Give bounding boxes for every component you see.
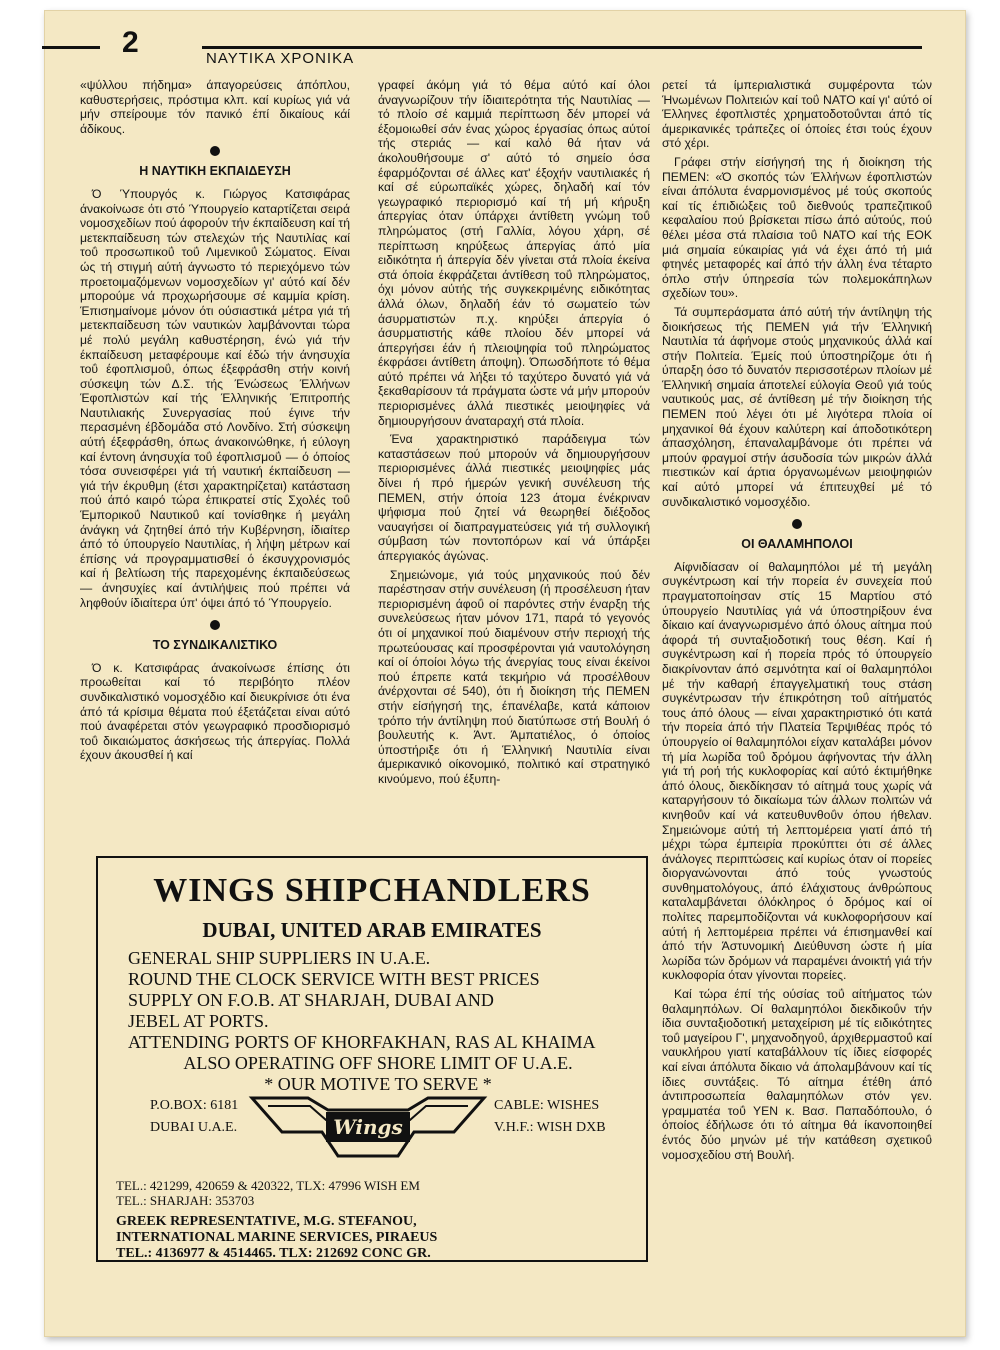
paragraph: Γράφει στήν είσήγησή της ή διοίκηση τής ΠΕΜΕΝ: «Ό σκοπός τών Έλλήνων έφοπλιστών είναι άπόλυτα έναρμονισμένος μέ τούς σκοπούς καί τίς έπιδιώξεις τοΰ διεθνούς τραπεζιτικοΰ κεφαλαίου πού βρίσκεται πίσω άπό αύτούς, πού θέλει μέσα στά πλαίσια τοΰ ΝΑΤΟ καί τής ΕΟΚ μιά σημαία εύκαιρίας γιά νά έχει άπό τή μιά φτηνές μεταφορές καί άπό τήν άλλη ένα τέταρτο όπλο στήν ύπηρεσία τών πολεμοκάπηλων σχεδίων του».	[662, 154, 932, 301]
ad-rep-line: GREEK REPRESENTATIVE, M.G. STEFANOU,	[116, 1214, 417, 1229]
ad-cable: CABLE: WISHES	[494, 1098, 600, 1113]
ad-rep-line: INTERNATIONAL MARINE SERVICES, PIRAEUS	[116, 1230, 438, 1245]
section-title-stewards: ΟΙ ΘΑΛΑΜΗΠΟΛΟΙ	[741, 537, 853, 552]
ad-line: ALSO OPERATING OFF SHORE LIMIT OF U.A.E.	[183, 1053, 573, 1073]
bullet-dot-icon	[210, 620, 220, 630]
publication-title: ΝΑΥΤΙΚΑ ΧΡΟΝΙΚΑ	[206, 50, 355, 67]
wings-logo-icon	[248, 1080, 488, 1170]
page-number: 2	[122, 26, 139, 59]
ad-line: SUPPLY ON F.O.B. AT SHARJAH, DUBAI AND	[128, 990, 494, 1010]
ad-pobox: P.O.BOX: 6181	[150, 1098, 239, 1113]
ad-tel-dubai: TEL.: 421299, 420659 & 420322, TLX: 47996 WISH EM	[116, 1178, 420, 1193]
paragraph: γραφεί άκόμη γιά τό θέμα αύτό καί όλοι άναγνωρίζουν τήν ίδιαιτερότητα τής Ναυτιλίας — τό πλοίο σέ καμμιά περίπτωση δέν μπορεί νά έξομοιωθεί σάν ένας χώρος έργασίας όπως αύτοί τής στεριάς — καί καλό θά ήταν νά άκολουθήσουμε σ' αύτό τό σημείο όσα έφαρμόζονται σέ άλλες κατ' έξοχήν ναυτιλιακές ή καί σέ εύρωπαϊκές χώρες, δηλαδή καί τόν γεωγραφικό περιορισμό καί τή μή κήρυξη άπεργίας όταν ύπάρχει άντίθετη γνώμη τοΰ πληρώματος (στή Γαλλία, λόγου χάρη, σέ περίπτωση κηρύξεως άπεργίας άπό μία ειδικότητα ή άπεργία δέν γίνεται στά πλοία έκείνα στά όποία έκφράζεται άντίθεση τοΰ πληρώματος, όχι μόνον αύτής τής συγκεκριμένης ειδικότητας άλλά όλων, δηλαδή έάν τό σωματείο τών άσυρματιστών π.χ. κηρύξει άπεργία ό άσυρματιστής κάθε πλοίου δέν μπορεί νά άπεργήσει έάν ή πλειοψηφία τοΰ πληρώματος έκφράσει άντίθετη άποψη). Όπωσδήποτε τό θέμα αύτό πρέπει νά λήξει τό ταχύτερο δυνατό γιά νά ξεκαθαρίσουν τά πράγματα ώστε νά μήν μπορούν περιορισμένες άλλά πιεστικές μειοψηφίες νά δημιουργήσουν άναταραχή στά πλοία.	[378, 78, 650, 428]
ad-motto: * OUR MOTIVE TO SERVE *	[264, 1074, 492, 1094]
ad-address	[150, 1095, 238, 1139]
ad-representative	[116, 1214, 437, 1262]
ad-line: ROUND THE CLOCK SERVICE WITH BEST PRICES	[128, 969, 540, 989]
paragraph: Καί τώρα έπί τής ούσίας τοΰ αίτήματος τών θαλαμηπόλων. Οί θαλαμηπόλοι διεκδικοΰν τήν ίδια συνταξιοδοτική μεταχείριση μέ τίς ειδικότητες τοΰ μαγείρου Γ', μηχανοδηγοΰ, άρχιθερμαστοΰ καί ναυκλήρου γιατί καταβάλλουν τίς ίδιες είσφορές καί είναι άπόλυτα δίκαιο νά άπολαμβάνουν καί τίς ίδιες συντάξεις. Τό αίτημα έτέθη άπό άντιπροσωπεία θαλαμηπόλων στόν γεν. γραμματέα τοΰ ΥΕΝ κ. Βασ. Παπαδόπουλο, ό όποίος έδήλωσε ότι τό αίτημα θά ίκανοποιηθεί έντός δύο μηνών μέ τήν κατάθεση σχετικοΰ νομοσχεδίου στή Βουλή.	[662, 987, 932, 1162]
paragraph: Ό Ύπουργός κ. Γιώργος Κατσιφάρας άνακοίνωσε ότι στό Ύπουργείο καταρτίζεται σειρά νομοσχεδίων πού άφορούν τήν έκπαίδευση καί τή μετεκπαίδευση τών στελεχών τής Ναυτιλίας καί τοΰ προσωπικοΰ τοΰ Λιμενικοΰ Σώματος. Είναι ώς τή στιγμή αύτή άγνωστο τό περιεχόμενο τών προετοιμαζόμενων νομοσχεδίων γι' αύτό καί δέν μπορούμε νά προχωρήσουμε σέ καμμία κρίση. Έπισημαίνομε μόνον ότι ούσιαστικά μέτρα γιά τή μετεκπαίδευση τών ναυτικών λαμβάνονται τώρα μέ πολύ μεγάλη καθυστέρηση, ένώ γιά τήν έκπαίδευση μεταφέρουμε καί έδώ τήν άνησυχία τοΰ έφοπλισμοΰ, όπως έξεφράσθη στήν κοινή σύσκεψη τών Δ.Σ. τής Ένώσεως Έλλήνων Έφοπλιστών καί τής Έλληνικής Έπιτροπής Ναυτιλιακής Συνεργασίας πού έγινε τήν περασμένη έβδομάδα στό Λονδίνο. Στή σύσκεψη αύτή έξεφράσθη, όπως άνακοινώθηκε, ή εύλογη καί έντονη άνησυχία τοΰ έφοπλισμοΰ — ό όποίος τόσα συνεισφέρει γιά τή ναυτική έκπαίδευση — γιά τήν έκρυθμη (έτσι χαρακτηρίζεται) κατάσταση πού άπό καιρό τώρα έπικρατεί στίς Σχολές τοΰ Έμπορικοΰ Ναυτικοΰ καί τονίσθηκε ή μεγάλη άνάγκη νά ζητηθεί άπό τήν Κυβέρνηση, ίδιαίτερ άπό τό ύπουργείο Ναυτιλίας, ή λήψη μέτρων καί έπίσης νά προγραμματισθεί ό έκσυγχρονισμός καί ή βελτίωση τής παρεχομένης έκπαιδεύσεως — άνησυχίες καί άντιλήψεις πού πρέπει νά ληφθούν ίδιαίτερα ύπ' όψει άπό τό Ύπουργείο.	[80, 186, 350, 610]
ad-line: GENERAL SHIP SUPPLIERS IN U.A.E.	[128, 948, 431, 968]
header-rule-right	[202, 46, 922, 49]
ad-vhf: V.H.F.: WISH DXB	[494, 1120, 606, 1135]
ad-rep-line: TEL.: 4136977 & 4514465. TLX: 212692 CONC GR.	[116, 1246, 431, 1261]
bullet-dot-icon	[792, 519, 802, 529]
ad-city: DUBAI U.A.E.	[150, 1120, 238, 1135]
ad-title: WINGS SHIPCHANDLERS	[153, 872, 591, 909]
advertisement-box	[96, 856, 648, 1262]
paragraph: ρετεί τά ίμπεριαλιστικά συμφέροντα τών Ήνωμένων Πολιτειών καί τοΰ ΝΑΤΟ καί γι' αύτό οί Έλληνες έφοπλιστές χρηματοδοτοΰνται άπό τίς άμερικανικές τράπεζες οί όποίες έτσι τούς έχουν στό χέρι.	[662, 78, 932, 151]
header-rule-left	[42, 46, 100, 49]
column-1	[80, 78, 350, 848]
bullet-dot-icon	[210, 146, 220, 156]
ad-line: JEBEL AT PORTS.	[128, 1011, 269, 1031]
paragraph: Ένα χαρακτηριστικό παράδειγμα τών καταστάσεων πού μπορούν νά δημιουργήσουν περιορισμένες άλλά πιεστικές μειοψηφίες μάς δίνει ή πρό ήμερών γενική συνέλευση τής ΠΕΜΕΝ, στήν όποία 123 άτομα ένέκριναν ψήφισμα πού ζητεί νά θεωρηθεί διέξοδος ναυαγήσει οί διαπραγματεύσεις γιά τή συλλογική σύμβαση τών ποντοπόρων καί νά ύπάρξει άπεργιακός άγώνας.	[378, 432, 650, 563]
column-2	[378, 78, 650, 848]
section-title-union: ΤΟ ΣΥΝΔΙΚΑΛΙΣΤΙΚΟ	[152, 638, 278, 653]
page-header	[42, 26, 922, 66]
logo-text: Wings	[333, 1115, 403, 1139]
column-3	[662, 78, 932, 1308]
ad-telephone	[116, 1178, 420, 1208]
ad-services	[128, 948, 628, 1095]
paragraph: Ό κ. Κατσιφάρας άνακοίνωσε έπίσης ότι προωθείται καί τό περιβόητο πλέον συνδικαλιστικό νομοσχέδιο καί διευκρίνισε ότι ένα άπό τά κρίσιμα θέματα πού έξετάζεται είναι αύτό πού άναφέρεται στόν γεωγραφικό προσδιορισμό τοΰ δικαιώματος άσκήσεως τής άπεργίας. Πολλά έχουν άκουσθεί ή καί	[80, 660, 350, 763]
section-title-naval-education: Η ΝΑΥΤΙΚΗ ΕΚΠΑΙΔΕΥΣΗ	[139, 164, 291, 179]
ad-tel-sharjah: TEL.: SHARJAH: 353703	[116, 1193, 255, 1208]
ad-subtitle: DUBAI, UNITED ARAB EMIRATES	[202, 918, 542, 942]
paragraph: Αίφνιδίασαν οί θαλαμηπόλοι μέ τή μεγάλη συγκέντρωση καί τήν πορεία έν συνεχεία πού πραγματοποίησαν στίς 15 Μαρτίου στό ύπουργείο Ναυτιλίας γιά νά ύποστηρίξουν ένα δίκαιο καί άναγνωρισμένο άπό όλους αίτημα πού άφορά τή συνταξιοδοτική τους θέση. Καί ή συγκέντρωση καί ή πορεία πρός τό ύπουργείο διακρίνονταν άπό σεμνότητα καί οί θαλαμηπόλοι μέ τήν καθαρή έπαγγελματική τους στάση συγκέντρωσαν τήν έπικρότηση τοΰ αίτήματός τους άπό όλους — είναι χαρακτηριστικό ότι κατά τήν πορεία άπό τήν Πλατεία Τερψιθέας πρός τό ύπουργείο οί θαλαμηπόλοι είχαν καταλάβει μόνον τή μία λωρίδα τοΰ δρόμου άφήνοντας τήν άλλη γιά τή ροή τής κυκλοφορίας καί αύτό έκτιμήθηκε άπό όλους, διεκδίκησαν τό αίτημά τους χωρίς νά καταργήσουν τό δικαίωμα τών άλλων πολιτών νά κινηθοΰν καί νά κατευθυνθοΰν όπου ήθελαν. Σημειώνομε αύτή τή λεπτομέρεια γιατί άπό τή μέχρι τώρα έμπειρία προκύπτει ότι σέ άλλες άνάλογες περιπτώσεις καί κυρίως όταν οί πορείες διοργανώνονται άπό τούς γνωστούς συνθηματολόγους, άπό έλάχιστους άνθρώπους καταλαμβάνεται όλόκληρος ό δρόμος καί οί πολίτες παρεμποδίζονται νά κυκλοφορήσουν καί αύτή ή λεπτομέρεια πρέπει νά έπισημανθεί καί άπό τήν Άστυνομική Διεύθυνση ώστε ή μία λωρίδα τών δρόμων νά παραμένει άνοικτή γιά τήν κυκλοφορία όταν γίνονται πορείες.	[662, 559, 932, 983]
paragraph: Τά συμπεράσματα άπό αύτή τήν άντίληψη τής διοικήσεως τής ΠΕΜΕΝ γιά τήν Έλληνική Ναυτιλία τά άφήνομε στούς μηχανικούς άλλά καί στήν Πολιτεία. Έμείς πού ύποστηρίζομε ότι ή ύπαρξη όσο τό δυνατόν περισσοτέρων πλοίων μέ Έλληνική σημαία άποτελεί εύλογία Θεοΰ γιά τούς ναυτικούς μας, σέ άντίθεση μέ τήν διοίκηση τής ΠΕΜΕΝ πού λέγει ότι μέ λιγότερα πλοία οί μηχανικοί θά έχουν καλύτερη καί άποδοτικότερη άπασχόληση, έπαναλαμβάνομε ότι πρέπει νά μπούν φραγμοί στήν άσυδοσία τών μικρών άλλά πιεστικών καί άρτια όργανωμένων μειοψηφιών καί αύτό μπορεί νά έπιτευχθεί μέ τό συνδικαλιστικό νομοσχέδιο.	[662, 304, 932, 509]
paragraph: Σημειώνομε, γιά τούς μηχανικούς πού δέν παρέστησαν στήν συνέλευση (ή προσέλευση ήταν περιορισμένη άφοΰ οί παρόντες στήν έναρξη τής συνελεύσεως ήταν μόνον 171, παρά τό γεγονός ότι οί μηχανικοί πού διαμένουν στήν περιοχή τής πρωτεύουσας καί προσφέρονται γιά ναυτολόγηση καί οί όποίοι λόγω τής άνεργίας τους είναι έκείνοι πού έπρεπε κατά τεκμήριο νά προσέλθουν άνέρχονται σέ 540), ότι ή διοίκηση τής ΠΕΜΕΝ στήν είσήγησή της, έπανέλαβε, κατά κάποιον τρόπο τήν άντίληψη πού διατύπωσε στή Βουλή ό βουλευτής κ. Άντ. Άμπατιέλος, ό όποίος ύποστήριξε ότι ή Έλληνική Ναυτιλία είναι άμερικανικό οίκονομικό, πολιτικό καί στρατηγικό κινούμενο, πού έξυπη-	[378, 567, 650, 786]
intro-paragraph: «ψύλλου πήδημα» άπαγορεύσεις άπόπλου, καθυστερήσεις, πρόστιμα κλπ. καί κυρίως γιά νά μήν σπείρουμε τόν πανικό έπί δικαίους κάί άδίκους.	[80, 78, 350, 136]
ad-line: ATTENDING PORTS OF KHORFAKHAN, RAS AL KHAIMA	[128, 1032, 596, 1052]
ad-contacts	[494, 1095, 606, 1139]
